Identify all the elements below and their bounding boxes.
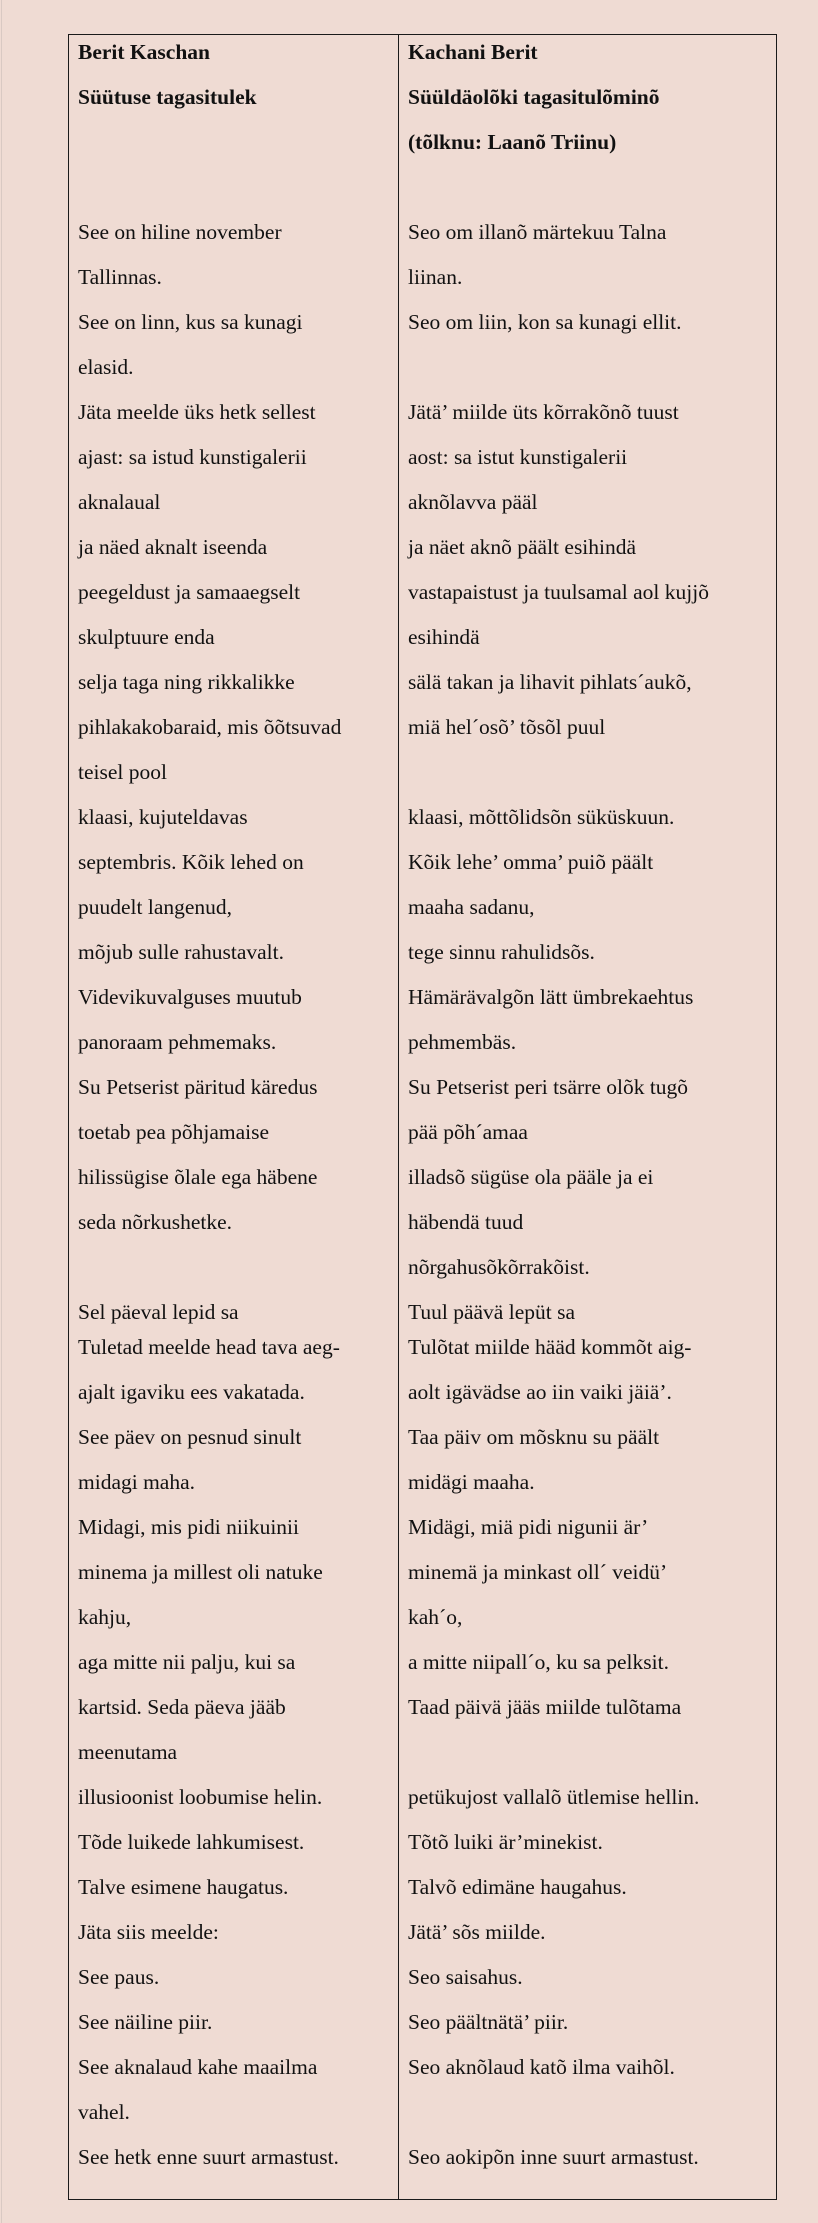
original-line: toetab pea põhjamaise xyxy=(78,1120,270,1144)
translation-line: Kõik lehe’ omma’ puiõ päält xyxy=(408,850,654,874)
original-line: illusioonist loobumise helin. xyxy=(78,1785,323,1809)
original-line: selja taga ning rikkalikke xyxy=(78,670,295,694)
translation-line: pehmembäs. xyxy=(408,1030,517,1054)
original-line: Talve esimene haugatus. xyxy=(78,1875,289,1899)
translation-line: Midägi, miä pidi nigunii är’ xyxy=(408,1515,649,1539)
translation-line: pää põh´amaa xyxy=(408,1120,528,1144)
original-line: Tuletad meelde head tava aeg- xyxy=(78,1335,340,1359)
original-line: See aknalaud kahe maailma xyxy=(78,2055,318,2079)
original-line: See on hiline november xyxy=(78,220,282,244)
original-line: panoraam pehmemaks. xyxy=(78,1030,277,1054)
original-line: aknalaual xyxy=(78,490,161,514)
translation-line: sälä takan ja lihavit pihlats´aukõ, xyxy=(408,670,692,694)
translation-line: aost: sa istut kunstigalerii xyxy=(408,445,628,469)
translation-line: klaasi, mõttõlidsõn süküskuun. xyxy=(408,805,675,829)
translation-line: Jätä’ miilde üts kõrrakõnõ tuust xyxy=(408,400,679,424)
original-line: kahju, xyxy=(78,1605,132,1629)
original-line: See päev on pesnud sinult xyxy=(78,1425,302,1449)
original-line: See näiline piir. xyxy=(78,2010,213,2034)
translation-line: Talvõ edimäne haugahus. xyxy=(408,1875,627,1899)
original-line: pihlakakobaraid, mis õõtsuvad xyxy=(78,715,342,739)
page-edge-line xyxy=(1,0,2,2223)
original-author: Berit Kaschan xyxy=(78,40,210,64)
original-line: seda nõrkushetke. xyxy=(78,1210,233,1234)
original-line: Jäta siis meelde: xyxy=(78,1920,219,1944)
original-line: klaasi, kujuteldavas xyxy=(78,805,248,829)
original-line: skulptuure enda xyxy=(78,625,215,649)
translation-line: Seo aokipõn inne suurt armastust. xyxy=(408,2145,699,2169)
original-line: midagi maha. xyxy=(78,1470,196,1494)
original-line: ajalt igaviku ees vakatada. xyxy=(78,1380,305,1404)
translation-line: Taad päivä jääs miilde tulõtama xyxy=(408,1695,682,1719)
original-line: elasid. xyxy=(78,355,134,379)
original-line: puudelt langenud, xyxy=(78,895,233,919)
original-line: minema ja millest oli natuke xyxy=(78,1560,323,1584)
translation-line: Tulõtat miilde hääd kommõt aig- xyxy=(408,1335,692,1359)
original-line: See hetk enne suurt armastust. xyxy=(78,2145,339,2169)
translation-line: illadsõ sügüse ola pääle ja ei xyxy=(408,1165,654,1189)
translation-line: Seo aknõlaud katõ ilma vaihõl. xyxy=(408,2055,675,2079)
original-line: hilissügise õlale ega häbene xyxy=(78,1165,318,1189)
translation-line: liinan. xyxy=(408,265,463,289)
translation-line: ja näet aknõ päält esihindä xyxy=(408,535,637,559)
original-line: ajast: sa istud kunstigalerii xyxy=(78,445,307,469)
translation-line: Taa päiv om mõsknu su päält xyxy=(408,1425,660,1449)
original-line: aga mitte nii palju, kui sa xyxy=(78,1650,296,1674)
original-line: Midagi, mis pidi niikuinii xyxy=(78,1515,299,1539)
translation-line: vastapaistust ja tuulsamal aol kujjõ xyxy=(408,580,709,604)
original-line: See paus. xyxy=(78,1965,160,1989)
translation-line: Seo om liin, kon sa kunagi ellit. xyxy=(408,310,682,334)
original-line: kartsid. Seda päeva jääb xyxy=(78,1695,286,1719)
translation-line: Jätä’ sõs miilde. xyxy=(408,1920,546,1944)
original-line: Su Petserist päritud käredus xyxy=(78,1075,318,1099)
translation-line: kah´o, xyxy=(408,1605,463,1629)
column-divider xyxy=(398,35,399,2199)
translation-line: Seo päältnätä’ piir. xyxy=(408,2010,569,2034)
original-line: mõjub sulle rahustavalt. xyxy=(78,940,285,964)
translation-line: Seo saisahus. xyxy=(408,1965,523,1989)
translation-line: Tuul päävä lepüt sa xyxy=(408,1300,576,1324)
translation-line: petükujost vallalõ ütlemise hellin. xyxy=(408,1785,700,1809)
translation-line: miä hel´osõ’ tõsõl puul xyxy=(408,715,606,739)
original-line: Tõde luikede lahkumisest. xyxy=(78,1830,305,1854)
original-line: meenutama xyxy=(78,1740,178,1764)
translation-title: Süüldäolõki tagasitulõminõ xyxy=(408,85,660,109)
original-line: vahel. xyxy=(78,2100,130,2124)
translation-line: midägi maaha. xyxy=(408,1470,535,1494)
original-line: Tallinnas. xyxy=(78,265,162,289)
poem-translation-table xyxy=(68,34,777,2200)
original-line: teisel pool xyxy=(78,760,167,784)
translation-line: Su Petserist peri tsärre olõk tugõ xyxy=(408,1075,689,1099)
original-line: See on linn, kus sa kunagi xyxy=(78,310,303,334)
translation-line: minemä ja minkast oll´ veidü’ xyxy=(408,1560,668,1584)
original-line: peegeldust ja samaaegselt xyxy=(78,580,301,604)
translation-line: nõrgahusõkõrrakõist. xyxy=(408,1255,590,1279)
translation-line: a mitte niipall´o, ku sa pelksit. xyxy=(408,1650,669,1674)
translation-line: aknõlavva pääl xyxy=(408,490,538,514)
translation-line: Hämärävalgõn lätt ümbrekaehtus xyxy=(408,985,694,1009)
translation-line: esihindä xyxy=(408,625,480,649)
original-line: Sel päeval lepid sa xyxy=(78,1300,239,1324)
translation-line: häbendä tuud xyxy=(408,1210,524,1234)
original-line: septembris. Kõik lehed on xyxy=(78,850,304,874)
translation-line: aolt igävädse ao iin vaiki jäiä’. xyxy=(408,1380,672,1404)
translator-credit: (tõlknu: Laanõ Triinu) xyxy=(408,130,617,154)
original-line: Videvikuvalguses muutub xyxy=(78,985,302,1009)
translation-line: Seo om illanõ märtekuu Talna xyxy=(408,220,667,244)
translation-line: tege sinnu rahulidsõs. xyxy=(408,940,595,964)
translation-line: maaha sadanu, xyxy=(408,895,535,919)
original-line: ja näed aknalt iseenda xyxy=(78,535,268,559)
original-line: Jäta meelde üks hetk sellest xyxy=(78,400,316,424)
translation-author: Kachani Berit xyxy=(408,40,538,64)
translation-line: Tõtõ luiki är’minekist. xyxy=(408,1830,603,1854)
original-title: Süütuse tagasitulek xyxy=(78,85,257,109)
